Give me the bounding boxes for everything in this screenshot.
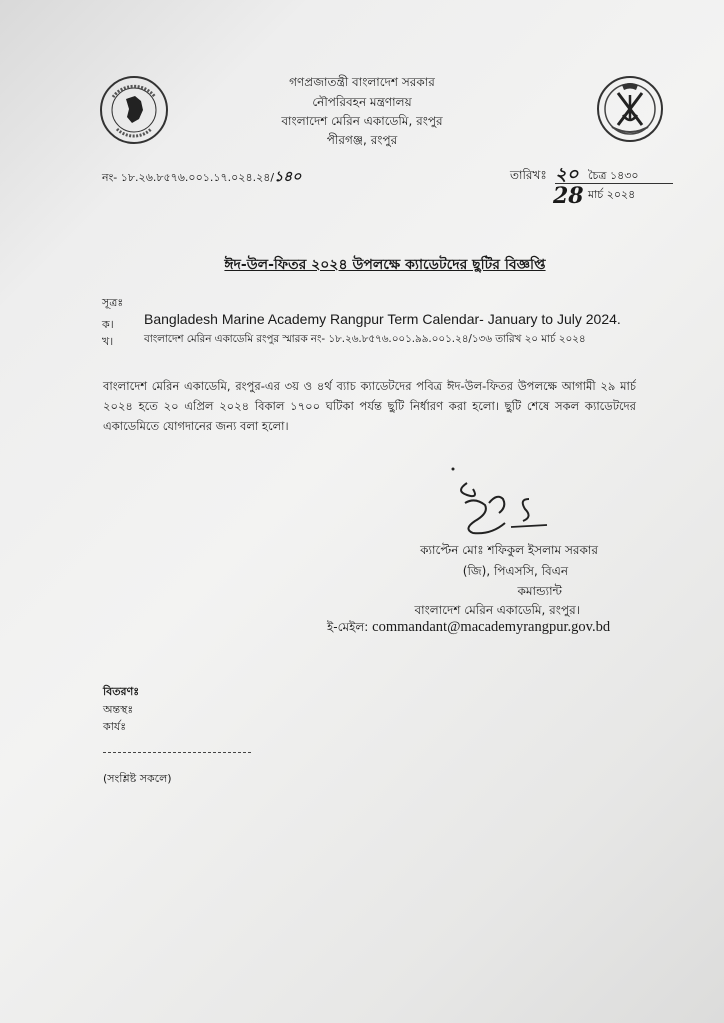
email-line — [327, 619, 610, 639]
notice-title: ঈদ-উল-ফিতর ২০২৪ উপলক্ষে ক্যাডেটদের ছুটির বিজ্ঞপ্তি — [224, 257, 546, 273]
reference-item-2: বাংলাদেশ মেরিন একাডেমি রংপুর স্মারক নং- ১৮.২৬.৮৫৭৬.০০১.৯৯.০০১.২৪/১৩৬ তারিখ ২০ মার্চ ২০২৪ — [144, 333, 586, 345]
government-seal-icon — [99, 75, 169, 145]
email-address[interactable]: commandant@macademyrangpur.gov.bd — [372, 619, 611, 635]
date-label: তারিখঃ — [510, 168, 547, 182]
signatory-designation: কমান্ড্যান্ট — [517, 584, 562, 598]
signatory-name: ক্যাপ্টেন মোঃ শফিকুল ইসলাম সরকার — [420, 543, 598, 557]
notice-body: বাংলাদেশ মেরিন একাডেমি, রংপুর-এর ৩য় ও ৪র্থ ব্যাচ ক্যাডেটদের পবিত্র ঈদ-উল-ফিতর উপলক্ষে আগামী ২৯ মার্চ ২০২৪ হতে ২০ এপ্রিল ২০২৪ বিকাল ১৭০০ ঘটিকা পর্যন্ত ছুটি নির্ধারণ করা হলো। ছুটি শেষে সকল ক্যাডেটদের একাডেমিতে যোগদানের জন্য বলা হলো। — [103, 379, 636, 433]
reference-item-1: Bangladesh Marine Academy Rangpur Term Calendar- January to July 2024. — [144, 311, 621, 327]
reference-mark-1: ক। — [102, 318, 114, 331]
distribution-note: (সংশ্লিষ্ট সকলে) — [103, 772, 172, 785]
header-line-1: গণপ্রজাতন্ত্রী বাংলাদেশ সরকার — [289, 75, 435, 89]
signatory-credentials: (জি), পিএসসি, বিএন — [462, 564, 568, 578]
date-bangla-month: চৈত্র ১৪৩০ — [588, 169, 639, 182]
distribution-internal: অন্তস্থঃ — [103, 703, 134, 716]
memo-number-label: নং- ১৮.২৬.৮৫৭৬.০০১.১৭.০২৪.২৪/ — [102, 171, 275, 184]
signature-icon — [445, 463, 555, 538]
header-line-3: বাংলাদেশ মেরিন একাডেমি, রংপুর — [281, 114, 443, 128]
header-line-2: নৌপরিবহন মন্ত্রণালয় — [312, 95, 412, 109]
reference-mark-2: খ। — [102, 335, 114, 348]
date-bangla-day: ২০ — [555, 164, 579, 185]
email-label: ই-মেইল: — [327, 620, 369, 634]
reference-label: সূত্রঃ — [102, 296, 124, 309]
date-en-day: 28 — [553, 183, 584, 209]
memo-number-handwritten: ১৪০ — [274, 169, 302, 185]
distribution-title: বিতরণঃ — [103, 685, 140, 698]
distribution-divider — [103, 752, 251, 753]
distribution-action: কার্যঃ — [103, 720, 127, 733]
signatory-office: বাংলাদেশ মেরিন একাডেমি, রংপুর। — [414, 603, 580, 617]
header-line-4: পীরগঞ্জ, রংপুর — [326, 133, 398, 147]
academy-crest-icon — [596, 75, 664, 143]
date-en-month: মার্চ ২০২৪ — [588, 188, 636, 201]
memo-number — [102, 165, 301, 189]
